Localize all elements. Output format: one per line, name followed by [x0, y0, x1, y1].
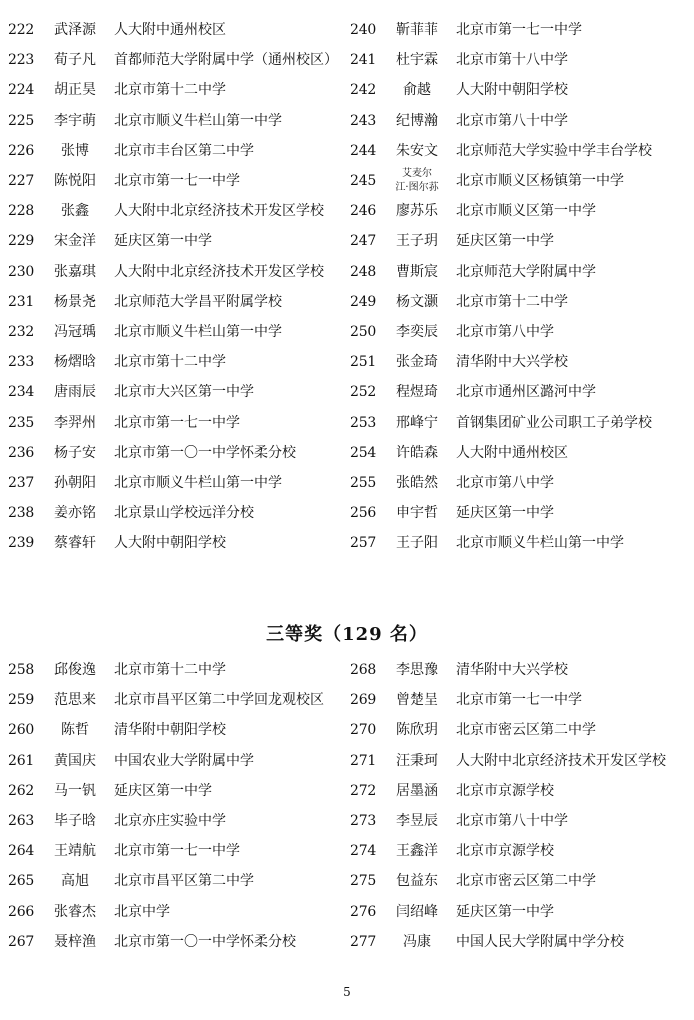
entry-number: 277 — [350, 933, 377, 950]
student-name: 汪秉珂 — [396, 752, 438, 769]
student-name: 李宇萌 — [54, 112, 96, 129]
entry-number: 234 — [8, 384, 35, 401]
school-name: 北京市第八中学 — [456, 324, 554, 340]
award-entry — [8, 76, 348, 104]
entry-number: 244 — [350, 142, 377, 159]
student-name: 俞越 — [403, 82, 431, 99]
entry-number: 262 — [8, 782, 35, 799]
entry-number: 227 — [8, 173, 35, 189]
entry-number: 251 — [350, 354, 377, 371]
entry-number: 256 — [350, 505, 377, 522]
entry-number: 273 — [350, 813, 377, 829]
student-name: 武泽源 — [54, 22, 96, 38]
entry-number: 232 — [8, 324, 35, 340]
student-name: 许皓森 — [396, 444, 438, 461]
award-entry — [350, 378, 690, 406]
school-name: 人大附中通州校区 — [456, 444, 568, 461]
student-name: 廖苏乐 — [396, 203, 438, 220]
award-entry — [8, 16, 348, 44]
entry-number: 224 — [8, 82, 35, 99]
entry-number: 247 — [350, 233, 377, 250]
school-name: 延庆区第一中学 — [456, 903, 554, 920]
student-name: 聂梓渔 — [54, 933, 96, 950]
entry-number: 236 — [8, 444, 35, 461]
student-name: 张金琦 — [396, 354, 438, 371]
school-name: 中国人民大学附属中学分校 — [456, 933, 624, 950]
student-name: 程煜琦 — [396, 384, 438, 401]
school-name: 北京市第八十中学 — [456, 813, 568, 829]
entry-number: 275 — [350, 873, 377, 890]
entry-number: 231 — [8, 293, 35, 310]
award-entry — [8, 227, 348, 255]
entry-number: 235 — [8, 414, 35, 431]
entry-number: 261 — [8, 752, 35, 769]
school-name: 中国农业大学附属中学 — [114, 752, 254, 769]
award-entry — [350, 197, 690, 225]
award-entry — [8, 409, 348, 437]
school-name: 北京师范大学昌平附属学校 — [114, 293, 282, 310]
school-name: 北京景山学校远洋分校 — [114, 505, 254, 522]
entry-number: 270 — [350, 722, 377, 739]
school-name: 北京师范大学实验中学丰台学校 — [456, 142, 652, 159]
school-name: 首钢集团矿业公司职工子弟学校 — [456, 414, 652, 431]
student-name — [386, 167, 448, 195]
school-name: 清华附中大兴学校 — [456, 662, 568, 678]
school-name: 北京市第十二中学 — [114, 662, 226, 678]
school-name: 清华附中朝阳学校 — [114, 722, 226, 739]
school-name: 北京市顺义牛栏山第一中学 — [114, 112, 282, 129]
award-entry — [8, 867, 348, 895]
entry-number: 237 — [8, 475, 35, 491]
student-name: 黄国庆 — [54, 752, 96, 769]
entry-number: 263 — [8, 813, 35, 829]
school-name: 北京市第十二中学 — [114, 82, 226, 99]
student-name: 陈欣玥 — [396, 722, 438, 739]
student-name: 邢峰宁 — [396, 414, 438, 431]
award-entry — [8, 107, 348, 135]
student-name: 包益东 — [396, 873, 438, 890]
school-name: 北京中学 — [114, 903, 170, 920]
entry-number: 241 — [350, 52, 377, 69]
award-entry — [350, 777, 690, 805]
award-entry — [350, 867, 690, 895]
award-entry — [8, 686, 348, 714]
award-entry — [8, 439, 348, 467]
student-name: 王子玥 — [396, 233, 438, 250]
student-name: 唐雨辰 — [54, 384, 96, 401]
school-name: 北京市第八十中学 — [456, 112, 568, 129]
student-name: 曾楚呈 — [396, 692, 438, 709]
award-entry — [8, 898, 348, 926]
entry-number: 274 — [350, 843, 377, 860]
award-entry — [350, 409, 690, 437]
school-name: 北京市第一七一中学 — [456, 692, 582, 709]
entry-number: 239 — [8, 535, 35, 552]
school-name: 首都师范大学附属中学（通州校区） — [114, 52, 338, 69]
award-entry — [350, 898, 690, 926]
award-entry — [8, 928, 348, 956]
school-name: 人大附中通州校区 — [114, 22, 226, 38]
award-entry — [350, 469, 690, 497]
entry-number: 267 — [8, 933, 35, 950]
award-entry — [350, 439, 690, 467]
entry-number: 250 — [350, 324, 377, 340]
student-name: 冯冠瑀 — [54, 324, 96, 340]
school-name: 北京师范大学附属中学 — [456, 263, 596, 280]
entry-number: 223 — [8, 52, 35, 69]
school-name: 北京市第十二中学 — [456, 293, 568, 310]
award-entry — [350, 318, 690, 346]
entry-number: 248 — [350, 263, 377, 280]
award-entry — [350, 227, 690, 255]
entry-number: 272 — [350, 782, 377, 799]
award-entry — [8, 777, 348, 805]
student-name: 宋金洋 — [54, 233, 96, 250]
student-name-line: 江·图尔荪 — [395, 182, 439, 193]
entry-number: 260 — [8, 722, 35, 739]
student-name: 张睿杰 — [54, 903, 96, 920]
entry-number: 258 — [8, 662, 35, 678]
school-name: 北京市第八中学 — [456, 475, 554, 491]
student-name: 曹斯宸 — [396, 263, 438, 280]
entry-number: 229 — [8, 233, 35, 250]
award-entry — [8, 747, 348, 775]
award-entry — [8, 656, 348, 684]
student-name: 杜宇霖 — [396, 52, 438, 69]
award-entry — [350, 928, 690, 956]
entry-number: 255 — [350, 475, 377, 491]
entry-number: 233 — [8, 354, 35, 371]
award-entry — [350, 288, 690, 316]
award-entry — [8, 197, 348, 225]
student-name: 孙朝阳 — [54, 475, 96, 491]
award-entry — [8, 46, 348, 74]
school-name: 人大附中北京经济技术开发区学校 — [456, 752, 666, 769]
page-number: 5 — [343, 985, 351, 999]
award-entry — [350, 107, 690, 135]
student-name: 姜亦铭 — [54, 505, 96, 522]
award-entry — [350, 46, 690, 74]
student-name: 王靖航 — [54, 843, 96, 860]
award-entry — [350, 16, 690, 44]
section-title: 三等奖（129 名） — [266, 624, 428, 645]
school-name: 北京市大兴区第一中学 — [114, 384, 254, 401]
student-name-line: 艾麦尔 — [402, 168, 432, 179]
entry-number: 226 — [8, 142, 35, 159]
entry-number: 271 — [350, 752, 377, 769]
entry-number: 246 — [350, 203, 377, 220]
school-name: 北京市密云区第二中学 — [456, 873, 596, 890]
student-name: 李昱辰 — [396, 813, 438, 829]
school-name: 人大附中北京经济技术开发区学校 — [114, 203, 324, 220]
entry-number: 264 — [8, 843, 35, 860]
award-entry — [350, 76, 690, 104]
award-entry — [350, 137, 690, 165]
award-entry — [350, 807, 690, 835]
student-name: 朱安文 — [396, 142, 438, 159]
award-entry — [8, 807, 348, 835]
award-entry — [8, 469, 348, 497]
school-name: 北京市第十二中学 — [114, 354, 226, 371]
entry-number: 225 — [8, 112, 35, 129]
award-entry — [8, 837, 348, 865]
student-name: 王鑫洋 — [396, 843, 438, 860]
award-entry — [8, 258, 348, 286]
entry-number: 249 — [350, 293, 377, 310]
student-name: 荀子凡 — [54, 52, 96, 69]
entry-number: 245 — [350, 173, 377, 189]
school-name: 北京市第一七一中学 — [114, 843, 240, 860]
award-entry — [350, 167, 690, 195]
student-name: 杨子安 — [54, 444, 96, 461]
award-entry — [8, 716, 348, 744]
award-entry — [350, 747, 690, 775]
student-name: 胡正昊 — [54, 82, 96, 99]
award-entry — [8, 137, 348, 165]
award-entry — [350, 258, 690, 286]
student-name: 靳菲菲 — [396, 22, 438, 38]
school-name: 北京市京源学校 — [456, 782, 554, 799]
school-name: 北京市第十八中学 — [456, 52, 568, 69]
award-entry — [350, 499, 690, 527]
school-name: 北京市顺义牛栏山第一中学 — [456, 535, 624, 552]
school-name: 北京市顺义区第一中学 — [456, 203, 596, 220]
student-name: 杨熠晗 — [54, 354, 96, 371]
award-entry — [350, 837, 690, 865]
student-name: 范思来 — [54, 692, 96, 709]
student-name: 李羿州 — [54, 414, 96, 431]
school-name: 北京市第一〇一中学怀柔分校 — [114, 444, 296, 461]
entry-number: 254 — [350, 444, 377, 461]
student-name: 杨文灏 — [396, 293, 438, 310]
award-entry — [350, 529, 690, 557]
school-name: 人大附中朝阳学校 — [114, 535, 226, 552]
student-name: 陈哲 — [61, 722, 89, 739]
student-name: 张博 — [61, 142, 89, 159]
school-name: 北京市京源学校 — [456, 843, 554, 860]
school-name: 人大附中朝阳学校 — [456, 82, 568, 99]
school-name: 人大附中北京经济技术开发区学校 — [114, 263, 324, 280]
student-name: 毕子晗 — [54, 813, 96, 829]
school-name: 北京市顺义区杨镇第一中学 — [456, 173, 624, 189]
award-entry — [8, 348, 348, 376]
student-name: 张嘉琪 — [54, 263, 96, 280]
school-name: 北京市第一七一中学 — [114, 173, 240, 189]
award-entry — [8, 499, 348, 527]
school-name: 北京市顺义牛栏山第一中学 — [114, 475, 282, 491]
entry-number: 222 — [8, 22, 35, 38]
school-name: 北京市顺义牛栏山第一中学 — [114, 324, 282, 340]
school-name: 北京市通州区潞河中学 — [456, 384, 596, 401]
entry-number: 242 — [350, 82, 377, 99]
award-entry — [350, 656, 690, 684]
entry-number: 230 — [8, 263, 35, 280]
student-name: 张皓然 — [396, 475, 438, 491]
award-entry — [8, 288, 348, 316]
school-name: 延庆区第一中学 — [114, 782, 212, 799]
student-name: 蔡睿轩 — [54, 535, 96, 552]
student-name: 李奕辰 — [396, 324, 438, 340]
student-name: 马一钒 — [54, 782, 96, 799]
entry-number: 259 — [8, 692, 35, 709]
student-name: 闫绍峰 — [396, 903, 438, 920]
student-name: 高旭 — [61, 873, 89, 890]
student-name: 纪博瀚 — [396, 112, 438, 129]
school-name: 延庆区第一中学 — [456, 233, 554, 250]
student-name: 陈悦阳 — [54, 173, 96, 189]
entry-number: 257 — [350, 535, 377, 552]
award-entry — [350, 716, 690, 744]
entry-number: 243 — [350, 112, 377, 129]
student-name: 李思豫 — [396, 662, 438, 678]
student-name: 邱俊逸 — [54, 662, 96, 678]
award-entry — [8, 167, 348, 195]
entry-number: 268 — [350, 662, 377, 678]
entry-number: 228 — [8, 203, 35, 220]
school-name: 北京市昌平区第二中学 — [114, 873, 254, 890]
school-name: 北京市第一〇一中学怀柔分校 — [114, 933, 296, 950]
school-name: 北京市第一七一中学 — [114, 414, 240, 431]
entry-number: 252 — [350, 384, 377, 401]
entry-number: 265 — [8, 873, 35, 890]
award-entry — [8, 318, 348, 346]
entry-number: 269 — [350, 692, 377, 709]
entry-number: 276 — [350, 903, 377, 920]
entry-number: 253 — [350, 414, 377, 431]
school-name: 延庆区第一中学 — [456, 505, 554, 522]
school-name: 北京市丰台区第二中学 — [114, 142, 254, 159]
student-name: 居墨涵 — [396, 782, 438, 799]
entry-number: 238 — [8, 505, 35, 522]
school-name: 清华附中大兴学校 — [456, 354, 568, 371]
student-name: 冯康 — [403, 933, 431, 950]
school-name: 北京亦庄实验中学 — [114, 813, 226, 829]
student-name: 王子阳 — [396, 535, 438, 552]
school-name: 延庆区第一中学 — [114, 233, 212, 250]
award-entry — [8, 378, 348, 406]
award-entry — [350, 686, 690, 714]
student-name: 杨景尧 — [54, 293, 96, 310]
school-name: 北京市密云区第二中学 — [456, 722, 596, 739]
entry-number: 266 — [8, 903, 35, 920]
student-name: 申宇哲 — [396, 505, 438, 522]
student-name: 张鑫 — [61, 203, 89, 220]
award-entry — [350, 348, 690, 376]
award-entry — [8, 529, 348, 557]
school-name: 北京市第一七一中学 — [456, 22, 582, 38]
school-name: 北京市昌平区第二中学回龙观校区 — [114, 692, 324, 709]
entry-number: 240 — [350, 22, 377, 38]
